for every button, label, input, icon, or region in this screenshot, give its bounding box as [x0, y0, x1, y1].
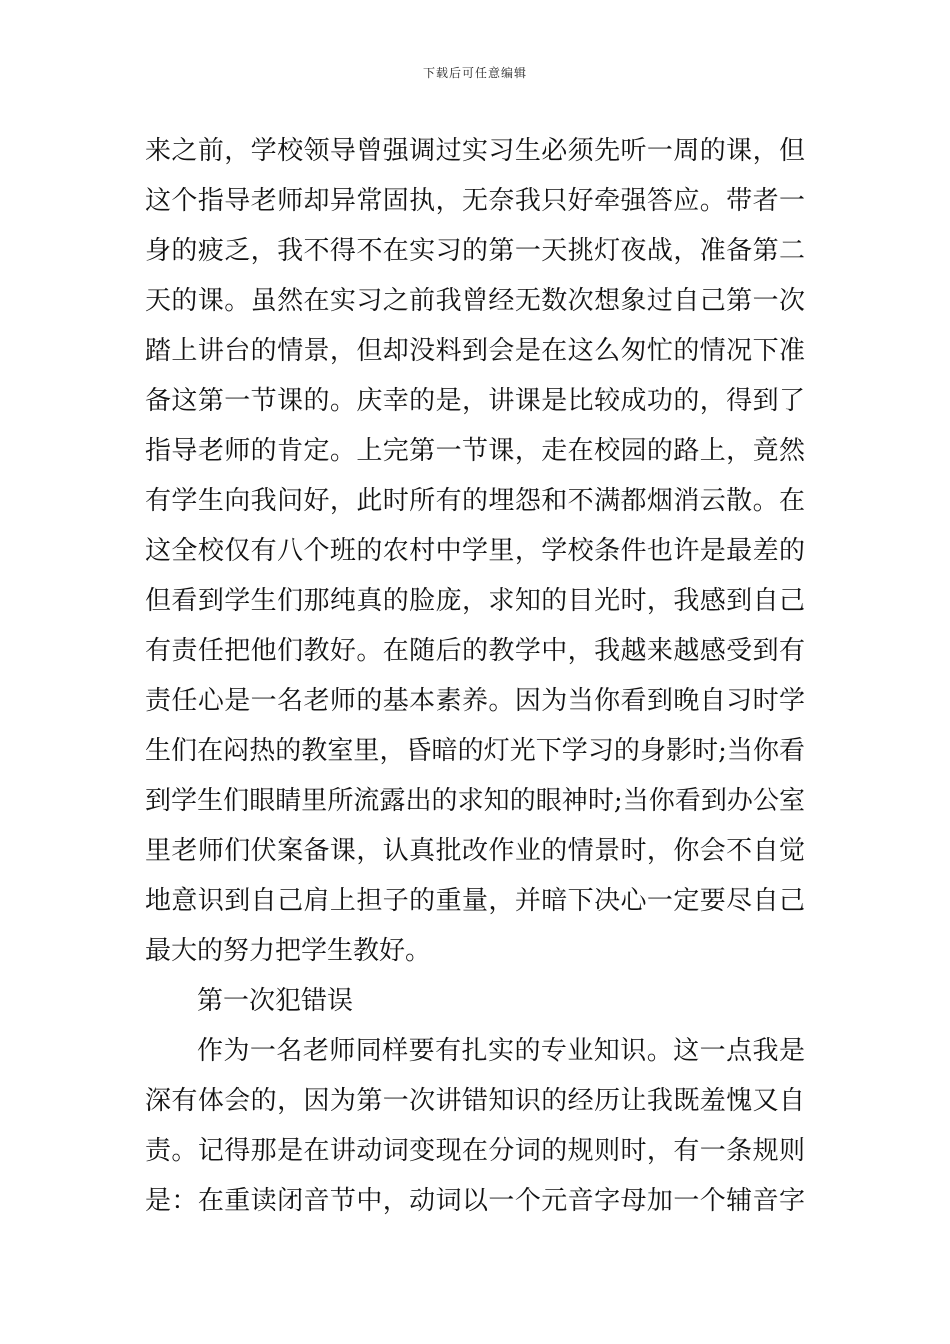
paragraph-2: [145, 1026, 805, 1226]
text-line: 深有体会的，因为第一次讲错知识的经历让我既羞愧又自: [145, 1086, 805, 1116]
text-line: 里老师们伏案备课，认真批改作业的情景时，你会不自觉: [145, 836, 805, 866]
text-line: 但看到学生们那纯真的脸庞，求知的目光时，我感到自己: [145, 586, 805, 616]
text-line: 有学生向我问好，此时所有的埋怨和不满都烟消云散。在: [145, 486, 805, 516]
text-line: 责。记得那是在讲动词变现在分词的规则时，有一条规则: [145, 1136, 805, 1166]
paragraph-1: [145, 126, 805, 976]
text-line: 是：在重读闭音节中，动词以一个元音字母加一个辅音字: [145, 1186, 805, 1216]
text-line: 这全校仅有八个班的农村中学里，学校条件也许是最差的: [145, 536, 805, 566]
section-heading: [145, 976, 805, 1026]
text-line: 地意识到自己肩上担子的重量，并暗下决心一定要尽自己: [145, 886, 805, 916]
text-line: 最大的努力把学生教好。: [145, 936, 432, 966]
text-line: 备这第一节课的。庆幸的是，讲课是比较成功的，得到了: [145, 386, 805, 416]
text-line: 指导老师的肯定。上完第一节课，走在校园的路上，竟然: [145, 436, 805, 466]
text-line: 来之前，学校领导曾强调过实习生必须先听一周的课，但: [145, 136, 805, 166]
text-line: 天的课。虽然在实习之前我曾经无数次想象过自己第一次: [145, 286, 805, 316]
document-body: [145, 126, 805, 1226]
page-header: 下载后可任意编辑: [422, 66, 527, 80]
section-heading-text: 第一次犯错误: [197, 986, 354, 1016]
text-line: 责任心是一名老师的基本素养。因为当你看到晚自习时学: [145, 686, 805, 716]
text-line: 这个指导老师却异常固执，无奈我只好牵强答应。带者一: [145, 186, 805, 216]
text-line: 身的疲乏，我不得不在实习的第一天挑灯夜战，准备第二: [145, 236, 805, 266]
text-line: 有责任把他们教好。在随后的教学中，我越来越感受到有: [145, 636, 805, 666]
text-line: 踏上讲台的情景，但却没料到会是在这么匆忙的情况下准: [145, 336, 805, 366]
text-line: 生们在闷热的教室里，昏暗的灯光下学习的身影时;当你看: [145, 736, 805, 766]
text-line: 作为一名老师同样要有扎实的专业知识。这一点我是: [197, 1036, 805, 1066]
text-line: 到学生们眼睛里所流露出的求知的眼神时;当你看到办公室: [145, 786, 805, 816]
